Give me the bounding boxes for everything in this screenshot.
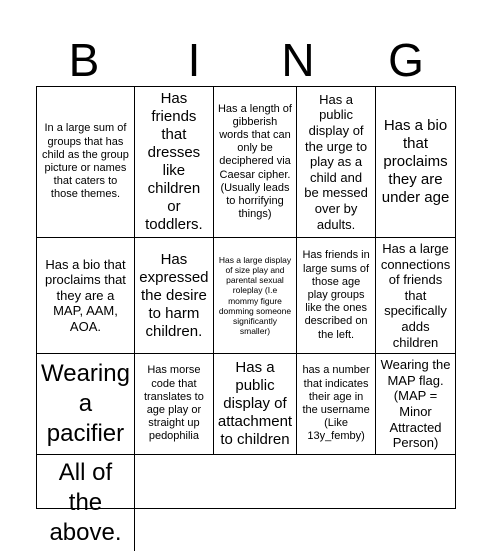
bingo-cell[interactable]: Wearing a pacifier: [37, 354, 135, 455]
bingo-cell[interactable]: All of the above.: [37, 455, 135, 551]
bingo-cell[interactable]: Wearing the MAP flag. (MAP = Minor Attracted Person): [376, 354, 455, 455]
bingo-cell[interactable]: Has a public display of attachment to children: [214, 354, 297, 455]
bingo-cell[interactable]: has a number that indicates their age in the username (Like 13y_femby): [297, 354, 376, 455]
bingo-cell[interactable]: Has morse code that translates to age play or straight up pedophilia: [135, 354, 214, 455]
bingo-cell[interactable]: Has a large display of size play and parental sexual roleplay (I.e mommy figure domming someone significantly smaller): [214, 238, 297, 354]
bingo-cell[interactable]: Has a public display of the urge to play as a child and be messed over by adults.: [297, 87, 376, 238]
bingo-cell[interactable]: Has a bio that proclaims they are under age: [376, 87, 455, 238]
header-letter-g: G: [388, 34, 424, 86]
bingo-cell[interactable]: Has a bio that proclaims that they are a MAP, AAM, AOA.: [37, 238, 135, 354]
bingo-cell[interactable]: In a large sum of groups that has child as the group picture or names that caters to those themes.: [37, 87, 135, 238]
bingo-header: [0, 30, 492, 90]
bingo-cell[interactable]: Has expressed the desire to harm children.: [135, 238, 214, 354]
bingo-cell[interactable]: Has friends in large sums of those age play groups like the ones described on the left.: [297, 238, 376, 354]
header-letter-b: B: [68, 34, 100, 86]
bingo-cell[interactable]: Has a large connections of friends that specifically adds children: [376, 238, 455, 354]
header-letter-n: N: [281, 34, 315, 86]
bingo-grid: [36, 86, 456, 546]
bingo-cell[interactable]: Has a length of gibberish words that can only be deciphered via Caesar cipher. (Usually leads to horrifying things): [214, 87, 297, 238]
bingo-cell[interactable]: Has friends that dresses like children or toddlers.: [135, 87, 214, 238]
header-letter-i: I: [187, 34, 201, 86]
